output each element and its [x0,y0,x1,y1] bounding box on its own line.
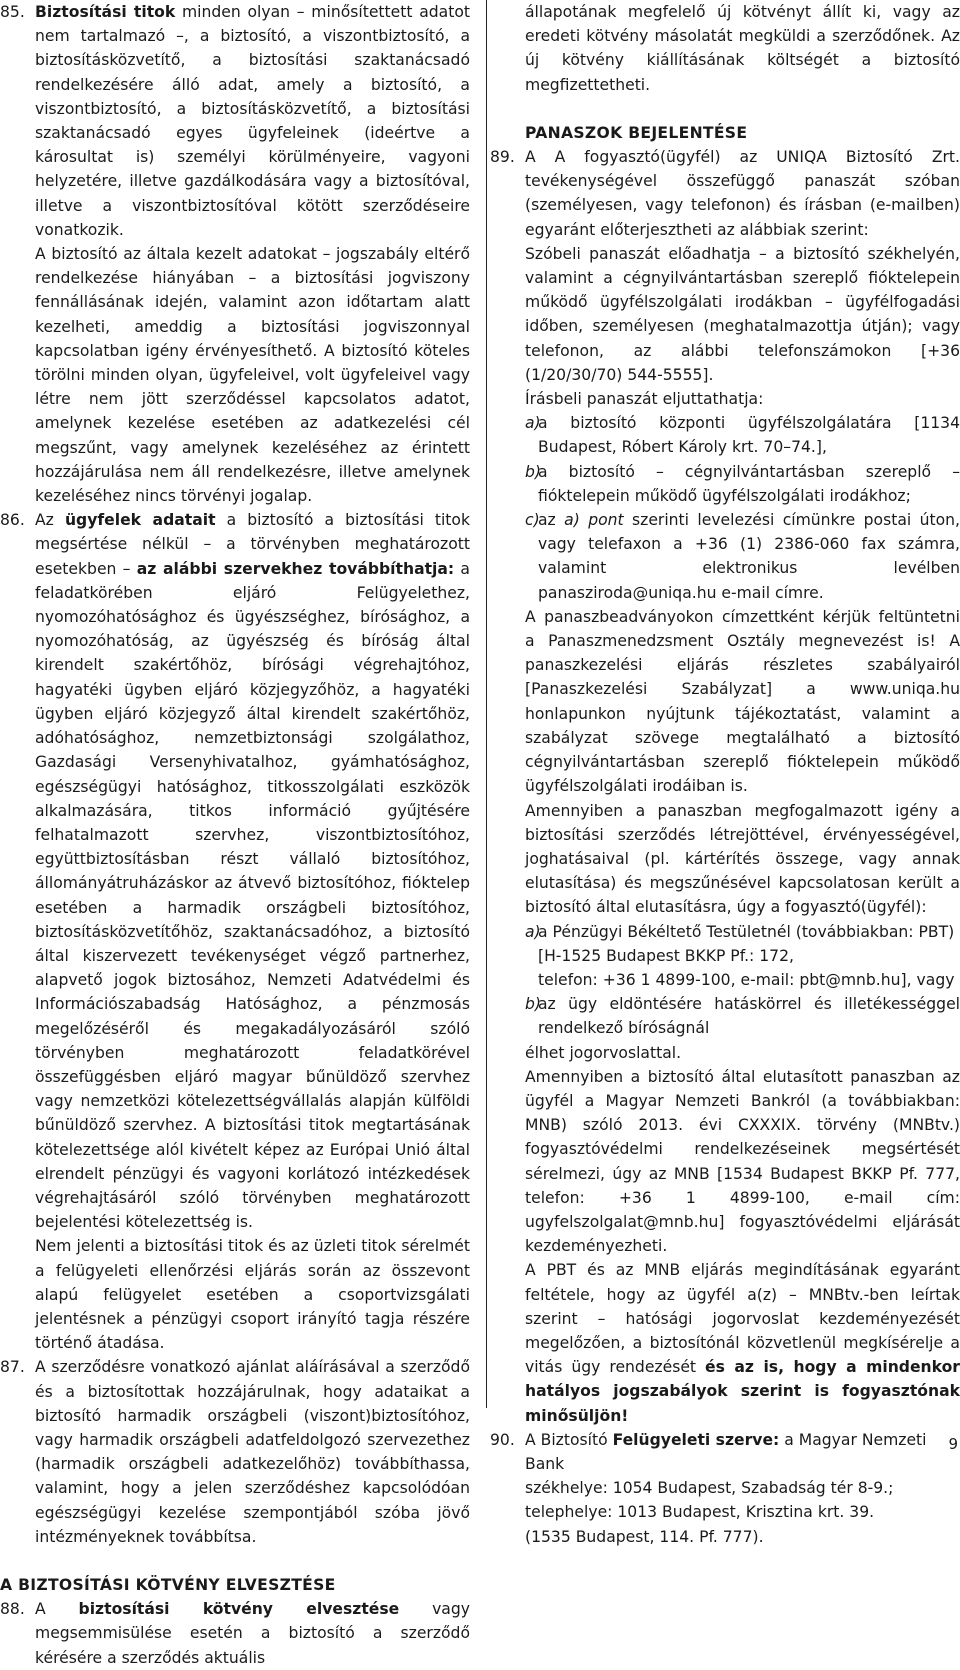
paragraph-86b: Nem jelenti a biztosítási titok és az üzleti titok sérelmét a felügyeleti ellenőrzési eljárás során az összevont alapú felügyelet esetében a csoportvizsgálati jelentésnek a pénzügyi csoport irányító tagja részére történő átadása. [35,1237,470,1353]
list-label: a) [525,922,541,941]
paragraph-text: vagy megsemmisülése esetén a biztosító a szerződő kérésére a szerződés aktuális [35,1600,470,1667]
list-text: a Pénzügyi Békéltető Testületnél (továbbiakban: PBT) [538,922,955,941]
list-item-b [500,460,960,508]
item-number: 90. [490,1430,515,1449]
paragraph-90 [490,1428,960,1549]
list-text: szerinti levelezési címünkre postai úton, vagy telefaxon a +36 (1) 2386-060 fax számra, valamint elektronikus levélben panasziroda@uniqa.hu e-mail címre. [538,511,960,602]
list-text: az ügy eldöntésére hatáskörrel és illetékességgel rendelkező bíróságnál [538,995,960,1038]
paragraph-text: a Magyar Nemzeti Bank [525,1430,927,1473]
term-bold: és az is, hogy a mindenkor hatályos jogszabályok szerint is fogyasztónak minősüljön! [525,1358,960,1425]
term-bold: biztosítási kötvény elvesztése [78,1600,400,1619]
paragraph-89e: Amennyiben a panaszban megfogalmazott igény a biztosítási szerződés létrejöttével, érvényességével, joghatásaival (pl. kártérítés összege, vagy annak elutasítása) és megszűnésével kapcsolatosan került a biztosító által elutasításra, úgy a fogyasztó(ügyfél): [525,801,960,917]
paragraph-text: a biztosító a biztosítási titok megsértése nélkül – a törvényben meghatározott esetekben – [35,511,470,578]
list-label: b) [525,462,541,481]
page-number: 9 [948,1435,958,1453]
address-line: telephelye: 1013 Budapest, Krisztina krt. 39. [525,1503,875,1522]
paragraph-89b: Szóbeli panaszát előadhatja – a biztosító székhelyén, valamint a cégnyilvántartásban szereplő fióktelepein működő ügyfélszolgálati irodákban – ügyfélfogadási időben, személyesen (meghatalmazottja útján); vagy telefonon, az alábbi telefonszámokon [+36 (1/20/30/70) 544-5555]. [525,244,960,384]
section-heading-panaszok: PANASZOK BEJELENTÉSE [525,123,748,142]
paragraph-text: A Biztosító [525,1430,608,1449]
list-item-court [500,992,960,1040]
list-item-c [500,508,960,605]
paragraph-89c: Írásbeli panaszát eljuttathatja: [525,390,764,409]
address-line: (1535 Budapest, 114. Pf. 777). [525,1527,764,1546]
paragraph-89 [490,145,960,242]
paragraph-87 [0,1355,470,1549]
paragraph-86 [0,508,470,1234]
item-number: 85. [0,3,25,21]
list-text: telefon: +36 1 4899-100, e-mail: pbt@mnb.hu], vagy [538,970,955,989]
left-column [0,0,470,1670]
term-bold: Felügyeleti szerve: [612,1430,780,1449]
list-text: a biztosító központi ügyfélszolgálatára [1134 Budapest, Róbert Károly krt. 70–74.], [538,414,960,457]
list-item-pbt [500,920,960,993]
list-label: c) [525,511,540,530]
term-bold: az alábbi szervekhez továbbíthatja: [136,559,455,578]
paragraph-88 [0,1597,470,1670]
paragraph-85 [0,0,470,242]
paragraph-89f: élhet jogorvoslattal. [525,1043,682,1062]
paragraph-text: A [35,1600,46,1619]
list-text: a biztosító – cégnyilvántartásban szereplő – fióktelepein működő ügyfélszolgálati irodákhoz; [538,462,960,505]
paragraph-89d: A panaszbeadványokon címzettként kérjük feltüntetni a Panaszmenedzsment Osztály megnevezést is! A panaszkezelési eljárás részletes szabályairól [Panaszkezelési Szabályzat] a www.uniqa.hu honlapunkon nyújtunk tájékoztatást, valamint a szabályzat szövege megtalálható a biztosító cégnyilvántartásban szereplő fióktelepein működő ügyfélszolgálati irodáiban is. [525,607,960,796]
item-number: 88. [0,1600,25,1619]
list-item-a [500,411,960,459]
list-ref: a) pont [564,511,624,530]
item-number: 89. [490,148,515,167]
column-divider [486,0,487,1408]
paragraph-89g: Amennyiben a biztosító által elutasított panaszban az ügyfél a Magyar Nemzeti Bankról (a továbbiakban: MNB) szóló 2013. évi CXXXIX. törvény (MNBtv.) fogyasztóvédelmi rendelkezéseinek megsértését sérelmezi, úgy az MNB [1534 Budapest BKKP Pf. 777, telefon: +36 1 4899-100, e-mail cím: ugyfelszolgalat@mnb.hu] fogyasztóvédelmi eljárását kezdeményezheti. [525,1067,960,1256]
term-bold: Biztosítási titok [35,3,176,21]
list-label: a) [525,414,541,433]
paragraph-88-cont: állapotának megfelelő új kötvényt állít ki, vagy az eredeti kötvény másolatát megküldi a szerződőnek. Az új kötvény kiállításának költségét a biztosító megfizettetheti. [525,3,960,94]
address-line: székhelye: 1054 Budapest, Szabadság tér 8-9.; [525,1479,894,1498]
paragraph-89h [500,1258,960,1427]
item-number: 87. [0,1358,25,1377]
paragraph-text: a feladatkörében eljáró Felügyelethez, nyomozóhatósághoz és ügyészséghez, bírósághoz, a nyomozóhatóság, az ügyészség és bíróság által kirendelt szakértőhöz, bírósági végrehajtóhoz, hagyatéki ügyben eljáró közjegyzőhöz, a hagyatéki ügyben eljáró közjegyző által kirendelt szakértőhöz, adóhatósághoz, nemzetbiztonsági szolgálathoz, Gazdasági Versenyhivatalhoz, gyámhatósághoz, egészségügyi hatósághoz, titkosszolgálati eszközök alkalmazására, titkos információ gyűjtésére felhatalmazott szervhez, viszontbiztosítóhoz, együttbiztosításban részt vállaló biztosítóhoz, állományátruházáskor az átvevő biztosítóhoz, fióktelep esetében a harmadik országbeli biztosítóhoz, biztosításközvetítőhöz, szaktanácsadóhoz, a biztosító által kiszervezett tevékenységet végző partnerhez, alapvető jogok biztosához, Nemzeti Adatvédelmi és Információszabadság Hatósághoz, a pénzmosás megelőzéséről és megakadályozásáról szóló törvényben meghatározott feladatkörével összefüggésben eljáró magyar bűnüldöző szervhez vagy nemzetközi kötelezettségvállalás alapján külföldi bűnüldöző szervhez. A biztosítási titok megtartásának kötelezettsége alól kivételt képez az Európai Unió által elrendelt pénzügyi és vagyoni korlátozó intézkedések végrehajtásáról szóló törvényben meghatározott bejelentési kötelezettség is. [35,559,470,1232]
list-text: [H-1525 Budapest BKKP Pf.: 172, [538,946,794,965]
list-label: b) [525,995,541,1014]
paragraph-text: A PBT és az MNB eljárás megindításának egyaránt feltétele, hogy az ügyfél a(z) – MNBtv.-ben leírtak szerint – hatósági jogorvoslat kezdeményezését megelőzően, a biztosítónál közvetlenül megkísérelje a vitás ügy rendezését [525,1261,960,1377]
term-bold: ügyfelek adatait [64,511,216,530]
paragraph-text: minden olyan – minősítettett adatot nem tartalmazó –, a biztosító, a viszontbiztosító, a biztosításközvetítő, a biztosítási szaktanácsadó rendelkezésére álló adat, amely a biztosító, a viszontbiztosító, a biztosításközvetítő, a biztosítási szaktanácsadó egyes ügyfeleinek (ideértve a károsultat is) személyi körülményeire, vagyoni helyzetére, illetve gazdálkodására vagy a biztosítóval, illetve a viszontbiztosítóval kötött szerződéseire vonatkozik. [35,3,470,239]
item-number: 86. [0,511,25,530]
paragraph-text: A szerződésre vonatkozó ajánlat aláírásával a szerződő és a biztosítottak hozzájárulnak, hogy adataikat a biztosító harmadik országbeli (viszont)biztosítóhoz, vagy harmadik országbeli adatfeldolgozó szervezethez (harmadik országbeli adatkezelőhöz) továbbíthassa, valamint, hogy a jelen szerződéshez kapcsolódóan egészségügyi kezelése szempontjából szóba jövő intézményeknek továbbítsa. [35,1358,470,1546]
paragraph-text: Az [35,511,54,530]
section-heading-kotveny: A BIZTOSÍTÁSI KÖTVÉNY ELVESZTÉSE [0,1576,336,1594]
right-column [490,0,960,1549]
paragraph-text: A A fogyasztó(ügyfél) az UNIQA Biztosító Zrt. tevékenységével összefüggő panaszát szóban (személyesen, vagy telefonon) és írásban (e-mailben) egyaránt előterjesztheti az alábbiak szerint: [525,148,960,239]
list-text: az [538,511,556,530]
paragraph-85b: A biztosító az általa kezelt adatokat – jogszabály eltérő rendelkezése hiányában – a biztosítási jogviszony fennállásának idején, valamint azon időtartam alatt kezelheti, ameddig a biztosítási jogviszonnyal kapcsolatban igény érvényesíthető. A biztosító köteles törölni minden olyan, ügyfeleivel, volt ügyfeleivel vagy létre nem jött szerződéssel kapcsolatos adatot, amelynek kezelése esetében az adatkezelési cél megszűnt, vagy amelynek kezeléséhez az érintett hozzájárulása nem áll rendelkezésre, illetve amelynek kezeléséhez nincs törvényi jogalap. [35,245,470,506]
